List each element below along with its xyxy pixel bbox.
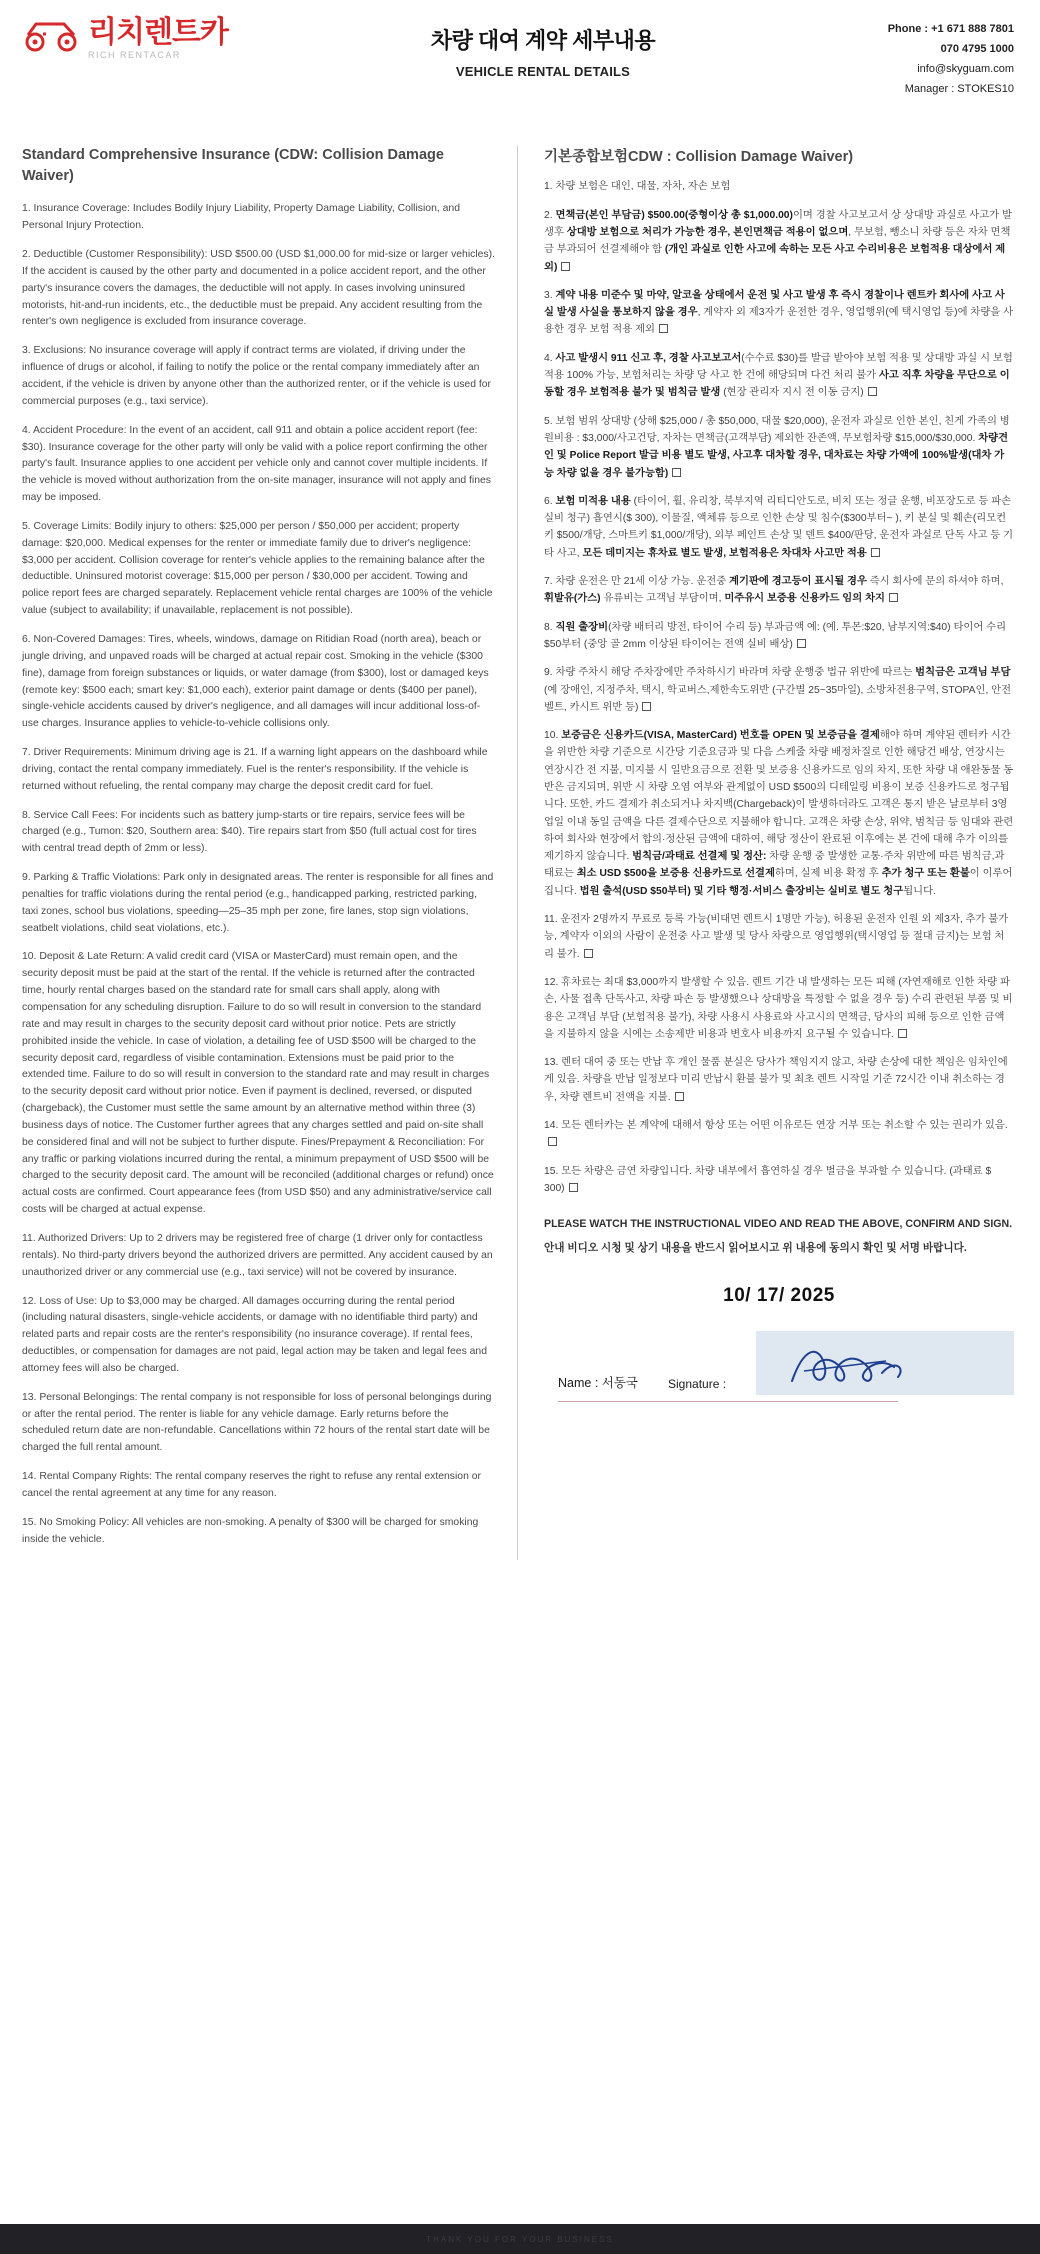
company-logo [22, 15, 322, 60]
clause-checkbox[interactable] [675, 1092, 684, 1101]
clause-checkbox[interactable] [672, 468, 681, 477]
clause-checkbox[interactable] [871, 548, 880, 557]
clause-item: 15. No Smoking Policy: All vehicles are non-smoking. A penalty of $300 will be charged for smoking inside the vehicle. [22, 1516, 479, 1545]
signature-underline [558, 1401, 898, 1402]
clause-item-ko [544, 413, 1014, 482]
clause-item: 3. Exclusions: No insurance coverage will apply if contract terms are violated, if driving under the influence of drugs or alcohol, if failing to notify the police or the rental company immediately after an accident, if the vehicle is driven by anyone other than the authorized renter, or if the vehicle is used for commercial purposes (e.g., taxi service). [22, 345, 492, 407]
clause-item-ko [544, 727, 1014, 900]
clause-text: 1. 차량 보험은 대인, 대물, 자차, 자손 보험 [544, 181, 731, 193]
clause-item-ko [544, 350, 1014, 402]
clause-item: 14. Rental Company Rights: The rental company reserves the right to refuse any rental extension or cancel the rental agreement at any time for any reason. [22, 1471, 481, 1499]
clause-text: 5. 보험 범위 상대방 (상해 $25,000 / 총 $50,000, 대물 $20,000), 운전자 과실로 인한 본인, 친게 가족의 병원비용 : $3,000/사고건당, 자차는 면책금(고객부담) 제외한 잔존액, 무보험차량 $15,000/$30,000. 차량견인 및 Police Report 발급 비용 별도 발생, 사고후 대차할 경우, 대차료는 차량 가액에 100%발생(대차 가능 차량 없을 경우 불가능함) [544, 415, 1010, 479]
korean-section-title: 기본종합보험CDW : Collision Damage Waiver) [544, 149, 854, 166]
clause-item: 8. Service Call Fees: For incidents such as battery jump-starts or tire repairs, service fees will be charged (e.g., Tumon: $20, Southern area: $40). Tire repairs start from $50 (full actual cost for tires with central tread depth of 2mm or less). [22, 809, 477, 855]
clause-item: 12. Loss of Use: Up to $3,000 may be charged. All damages occurring during the rental period (including natural disasters, single-vehicle accidents, or damage with no identifiable third party) and related parts and repair costs are the renter's responsibility (no insurance coverage). If rental fees, deductibles, or compensation for damages are not paid, legal action may be taken and legal fees and attorney fees will also be charged. [22, 1295, 487, 1374]
english-terms-column [22, 145, 518, 1560]
contact-email: info@skyguam.com [917, 62, 1014, 75]
clause-checkbox[interactable] [642, 702, 651, 711]
clause-item: 4. Accident Procedure: In the event of an accident, call 911 and obtain a police accident report (fee: $30). Insurance coverage for the other party will only be valid with a police report confirming the other party's fault. Insurance applies to one accident per vehicle only and cannot cover multiple incidents. If the vehicle is moved without authorization from the on-site manager, insurance will not apply and fines may be imposed. [22, 424, 491, 504]
clause-text: 4. 사고 발생시 911 신고 후, 경찰 사고보고서(수수료 $30)를 발급 받아야 보험 적용 및 상대방 과실 시 보험 적용 100% 가능, 보험처리는 차량 당 사고 한 건에 해당되며 다건 처리 불가 사고 직후 차량을 무단으로 이동할 경우 보험적용 불가 및 범칙금 발생 (현장 관리자 지시 전 이동 금지) [544, 352, 1013, 399]
contact-info [764, 18, 1014, 101]
signature-canvas[interactable] [756, 1331, 1014, 1395]
clause-item-ko [544, 1163, 1014, 1198]
clause-item-ko [544, 619, 1014, 654]
clause-checkbox[interactable] [548, 1137, 557, 1146]
clause-text: 9. 차량 주차시 해당 주차장에만 주차하시기 바라며 차량 운행중 법규 위반에 따르는 범칙금은 고객님 부담(예 장애인, 지정주차, 택시, 학교버스,제한속도위반 (구간별 25~35마일), 소방차전용구역, STOPA인, 안전벨트, 카시트 위반 등) [544, 667, 1012, 713]
car-logo-icon [22, 18, 82, 52]
clause-text: 15. 모든 차량은 금연 차량입니다. 차량 내부에서 흡연하실 경우 벌금을 부과할 수 있습니다. (과태료 $ 300) [544, 1165, 992, 1194]
signature-date: 10/ 17/ 2025 [723, 1285, 835, 1307]
clause-checkbox[interactable] [569, 1183, 578, 1192]
clause-text: 8. 직원 출장비(차량 배터리 방전, 타이어 수리 등) 부과금액 예: (예. 투몬:$20, 남부지역:$40) 타이어 수리 $50부터 (중앙 골 2mm 이상된 타이어는 전액 실비 배상) [544, 621, 1007, 650]
korean-terms-column [518, 145, 1014, 1560]
clause-text: 2. 면책금(본인 부담금) $500.00(중형이상 총 $1,000.00)이며 경찰 사고보고서 상 상대방 과실로 사고가 발생후 상대방 보험으로 처리가 가능한 경우, 본인면책금 적용이 없으며, 무보험, 뺑소니 차량 등은 자차 면책금 부과되어 선결제해야 함 (개인 과실로 인한 사고에 속하는 모든 사고 수리비용은 보험적용 대상에서 제외) [544, 209, 1012, 273]
clause-text: 10. 보증금은 신용카드(VISA, MasterCard) 번호를 OPEN 및 보증금을 결제해야 하며 계약된 렌터카 시간을 위반한 차량 기준으로 시간당 기준요금과 및 다음 스케줄 차량 배정차질로 인한 해당건 배상, 연장시는 연장시간 전 지불, 미지불 시 일반요금으로 전환 및 보증용 신용카드로 임의 차지, 또한 차량 내 애완동물 동반은 금지되며, 위반 시 차량 오염 여부와 관계없이 USD $500의 디테일링 비용이 보증 신용카드로 청구됩니다. 또한, 카드 결제가 취소되거나 차지백(Chargeback)이 발생하더라도 고객은 통지 받은 날로부터 3영업일 이내 동일 금액을 다른 결제수단으로 지불해야 합니다. 고객은 차량 손상, 위약, 범칙금 등 임대와 관련하여 회사와 현장에서 합의·정산된 금액에 대하여, 해당 정산이 완료된 이후에는 본 건에 대해 추가 이의를 제기하지 않습니다. 범칙금/과태료 선결제 및 정산: 차량 운행 중 발생한 교통·주차 위반에 따른 범칙금,과태료는 최소 USD $500을 보증용 신용카드로 선결제하며, 실제 비용 확정 후 추가 청구 또는 환불이 이루어집니다. 법원 출석(USD $50부터) 및 기타 행정·서비스 출장비는 실비로 별도 청구됩니다. [544, 730, 1014, 897]
contact-phone: Phone : +1 671 888 7801 [887, 23, 1014, 35]
english-section-title: Standard Comprehensive Insurance (CDW: Collision Damage Waiver) [22, 147, 444, 185]
contact-manager: Manager : STOKES10 [904, 82, 1014, 95]
clause-text: 14. 모든 렌터카는 본 계약에 대해서 항상 또는 어떤 이유로든 연장 거부 또는 취소할 수 있는 권리가 있음. [544, 1120, 1008, 1132]
document-header [0, 0, 1040, 107]
clause-checkbox[interactable] [868, 387, 877, 396]
clause-checkbox[interactable] [584, 949, 593, 958]
clause-item-ko [544, 287, 1014, 339]
clause-text: 3. 계약 내용 미준수 및 마약, 알코올 상태에서 운전 및 사고 발생 후 즉시 경찰이나 렌트카 회사에 사고 사실 발생 사실을 통보하지 않을 경우, 계약자 외 제3자가 운전한 경우, 영업행위(예 택시영업 등)에 차량을 사용한 경우 보험 적용 제외 [544, 289, 1014, 336]
clause-item-ko [544, 493, 1014, 562]
page-title-ko: 차량 대여 계약 세부내용 [430, 28, 656, 53]
clause-item: 10. Deposit & Late Return: A valid credit card (VISA or MasterCard) must remain open, and the security deposit must be paid at the start of the rental. If the vehicle is returned after the contracted time, hourly rental charges based on the standard rate for small cars shall apply, along with compensation for any scheduling disruption. Failure to do so will result in conversion to the standard rate and may result in charges to the security deposit card without prior notice. Pets are strictly prohibited inside the vehicle. In case of violation, a detailing fee of USD $500 will be charged to the security deposit card, regardless of visible contamination. Extensions must be paid prior to the extended time. Failure to do so will result in conversion to the standard rate and may result in charges to the security deposit card without prior notice. Even if payment is declined, reversed, or disputed (chargeback), the Customer must settle the same amount by an alternative method within three (3) business days of notice. The Customer further agrees that any charges settled and paid on-site shall be considered final and will not be subject to further dispute. Fines/Prepayment & Reconciliation: For any traffic or parking violations incurred during the rental, a minimum prepayment of USD $500 will be charged to the security deposit card. The amount will be reconciled (additional charges or refund) once actual costs are confirmed. Court appearance fees (from USD $50) and any administrative/service call costs will be charged at actual expense. [22, 951, 494, 1216]
clause-checkbox[interactable] [797, 639, 806, 648]
clause-text: 12. 휴차료는 최대 $3,000까지 발생할 수 있음. 렌트 기간 내 발생하는 모든 피해 (자연재해로 인한 차량 파손, 사물 접촉 단독사고, 차량 파손 등 발생했으나 상대방을 특정할 수 없을 경우 등) 수리 관련된 부품 및 비용은 고객님 부담 (보험적용 불가), 차량 사용시 사용료와 사고시의 면책금, 당사의 피해 등으로 인한 금액을 지불하지 않을 시에는 소송제반 비용과 변호사 비용까지 요구될 수 있습니다. [544, 976, 1013, 1040]
clause-item-ko [544, 1054, 1014, 1106]
contact-mobile: 070 4795 1000 [940, 42, 1014, 55]
signature-label: Signature : [668, 1377, 727, 1392]
clause-item: 1. Insurance Coverage: Includes Bodily Injury Liability, Property Damage Liability, Collision, and Personal Injury Protection. [22, 203, 460, 232]
clause-item: 6. Non-Covered Damages: Tires, wheels, windows, damage on Ritidian Road (north area), beach or jungle driving, and unpaved roads will be charged at actual repair cost. Smoking in the vehicle ($300 fine), damage from foreign substances or liquids, or water damage (from $300), lost or damaged keys (remote key: $500 each; smart key: $1,000 each), exterior paint damage or dents ($400 per panel), single-vehicle accidents caused by driver's negligence, and all damages will incur additional loss-of-use charges. Insurance applies to vehicle-to-vehicle collisions only. [22, 633, 489, 730]
clause-checkbox[interactable] [898, 1029, 907, 1038]
korean-clause-list [544, 178, 1014, 1197]
clause-item-ko [544, 207, 1014, 276]
contract-columns [0, 107, 1040, 1560]
clause-item-ko [544, 664, 1014, 716]
clause-item: 5. Coverage Limits: Bodily injury to others: $25,000 per person / $50,000 per accident; property damage: $20,000. Medical expenses for the renter or immediate family due to driver's negligence: $3,000 per accident. Collision coverage for renter's vehicle applies to the remaining balance after the deductible. Uninsured motorist coverage: $15,000 per person / $30,000 per accident. Towing and police report fees are charged separately. Replacement vehicle rental charges are 100% of the vehicle value (subject to availability; if unavailable, replacement is not possible). [22, 520, 493, 617]
clause-item: 7. Driver Requirements: Minimum driving age is 21. If a warning light appears on the dashboard while driving, contact the rental company immediately. Fuel is the renter's responsibility. If the vehicle is returned without refueling, the rental company may charge the deposit credit card for fuel. [22, 747, 488, 792]
confirm-text-en: PLEASE WATCH THE INSTRUCTIONAL VIDEO AND READ THE ABOVE, CONFIRM AND SIGN. [544, 1218, 1013, 1231]
clause-checkbox[interactable] [659, 324, 668, 333]
footer-bar: THANK YOU FOR YOUR BUSINESS [0, 2224, 1040, 2254]
document-title-block [322, 18, 764, 79]
english-clause-list [22, 201, 495, 1548]
logo-name: 리치렌트카 [88, 15, 228, 50]
clause-item: 13. Personal Belongings: The rental company is not responsible for loss of personal belongings during or after the rental period. The renter is liable for any vehicle damage. Early returns before the scheduled return date are non-refundable. Cancellations within 72 hours of the rental start date will be charged the full rental amount. [22, 1391, 492, 1454]
clause-text: 11. 운전자 2명까지 무료로 등록 가능(비대면 렌트시 1명만 가능), 허용된 운전자 인원 외 제3자, 추가 불가능, 계약자 이외의 사람이 운전중 사고 발생 및 당사 차량으로 영업행위(택시영업 등 절대 금지)는 보험 처리 불가. [544, 914, 1009, 960]
clause-item: 11. Authorized Drivers: Up to 2 drivers may be registered free of charge (1 driver only for contactless rentals). No third-party drivers beyond the authorized drivers are permitted. Any accident caused by an unauthorized driver or any commercial use (e.g., taxi service) will not be covered by insurance. [22, 1232, 493, 1278]
signature-row [544, 1331, 1014, 1395]
confirmation-notice [544, 1215, 1014, 1257]
clause-item: 9. Parking & Traffic Violations: Park only in designated areas. The renter is responsible for all fines and penalties for traffic violations during the rental period (e.g., handicapped parking, restricted parking, taxi zones, school bus violations, speeding—25–35 mph per zone, fire lanes, stop sign violations, seatbelt violations, child seat violations, etc.). [22, 872, 494, 934]
clause-item-ko [544, 573, 1014, 608]
confirm-text-ko: 안내 비디오 시청 및 상기 내용을 반드시 읽어보시고 위 내용에 동의시 확인 및 서명 바랍니다. [544, 1242, 967, 1255]
logo-text [88, 15, 228, 60]
clause-item-ko [544, 1117, 1014, 1152]
clause-item-ko [544, 974, 1014, 1043]
logo-subtitle: RICH RENTACAR [88, 50, 181, 60]
clause-item: 2. Deductible (Customer Responsibility): USD $500.00 (USD $1,000.00 for mid-size or larger vehicles). If the accident is caused by the other party and documented in a police accident report, and the other party's insurance covers the damages, the deductible will not apply. In cases involving uninsured motorists, hit-and-run incidents, etc., the deductible must be prepaid. Any accident resulting from the renter's own negligence is excluded from insurance coverage. [22, 249, 495, 328]
customer-name: Name : 서동국 [558, 1376, 638, 1391]
clause-text: 6. 보험 미적용 내용 (타이어, 휠, 유리창, 북부지역 리티디안도로, 비치 또는 정글 운행, 비포장도로 등 파손 실비 청구) 흡연시($ 300), 이물질, 액체류 등으로 인한 손상 및 침수($300부터~ ), 키 분실 및 훼손(리모컨키 $500/개당, 스마트키 $1,000/개당), 외부 페인트 손상 및 덴트 $400/판당, 운전자 과실로 단독 사고 등 기타 사고, 모든 데미지는 휴차료 별도 발생, 보험적용은 차대차 사고만 적용 [544, 495, 1014, 559]
page-title-en: VEHICLE RENTAL DETAILS [455, 64, 631, 79]
clause-checkbox[interactable] [561, 262, 570, 271]
clause-text: 7. 차량 운전은 만 21세 이상 가능. 운전중 계기판에 경고등이 표시될 경우 즉시 회사에 문의 하셔야 하며, 휘발유(가스) 유류비는 고객님 부담이며, 미주유시 보증용 신용카드 임의 차지 [544, 576, 1004, 605]
clause-item-ko [544, 911, 1014, 963]
clause-item-ko [544, 178, 1014, 195]
clause-checkbox[interactable] [889, 593, 898, 602]
clause-text: 13. 렌터 대여 중 또는 반납 후 개인 물품 분실은 당사가 책임지지 않고, 차량 손상에 대한 책임은 임차인에게 있음. 차량을 반납 일정보다 미리 반납시 환불 불가 및 최초 렌트 시작일 기준 72시간 이내 취소하는 경우, 차량 렌트비 전액을 지불. [544, 1057, 1008, 1103]
